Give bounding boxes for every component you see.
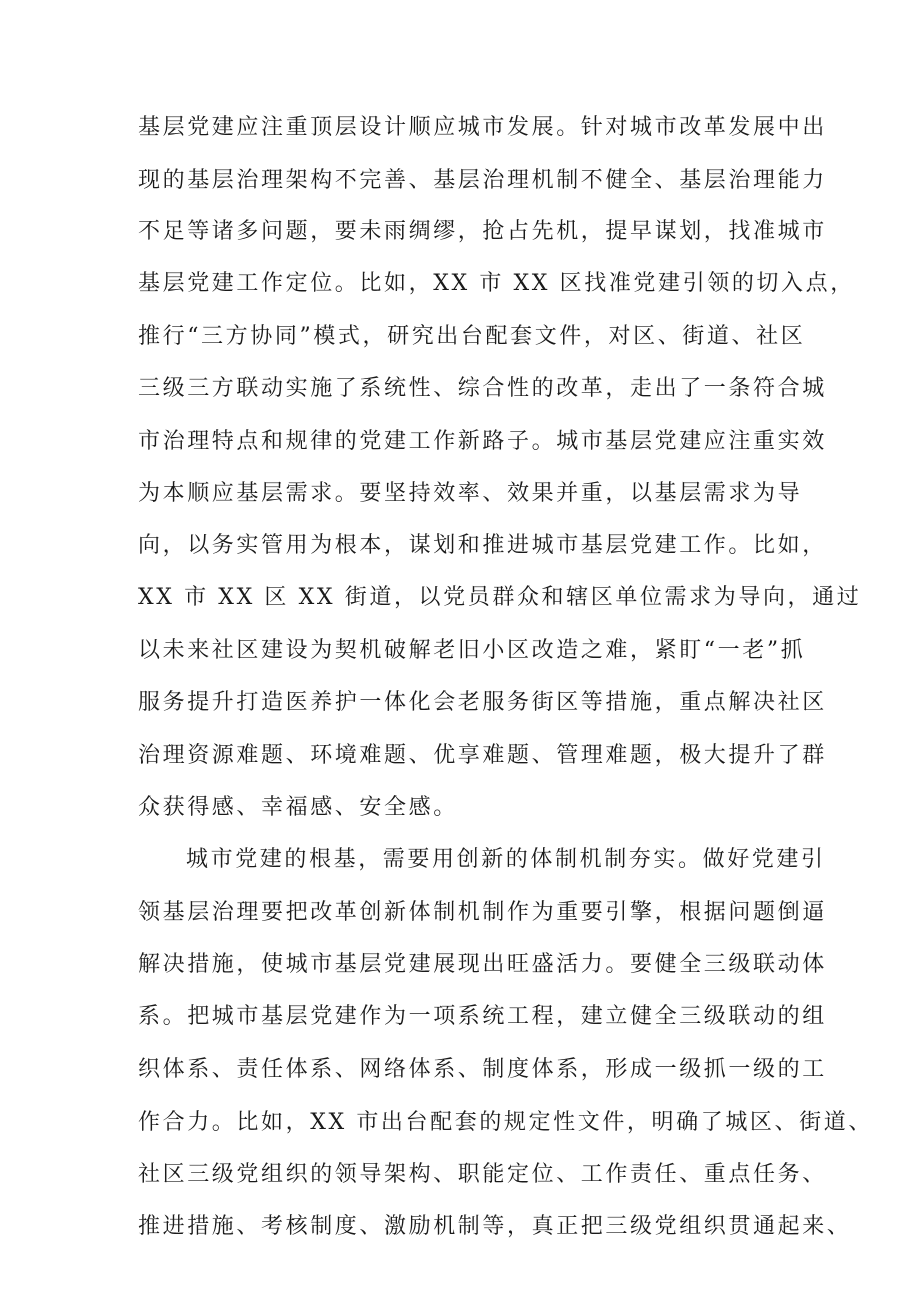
text-line: 解决措施，使城市基层党建展现出旺盛活力。要健全三级联动体 (138, 952, 827, 977)
text-line: 服务提升打造医养护一体化会老服务街区等措施，重点解决社区 (138, 690, 827, 715)
text-line: 系。把城市基层党建作为一项系统工程，建立健全三级联动的组 (138, 1004, 827, 1029)
text-line: 以未来社区建设为契机破解老旧小区改造之难，紧盯“一老”抓 (138, 638, 806, 663)
text-line: 领基层治理要把改革创新体制机制作为重要引擎，根据问题倒逼 (138, 900, 827, 925)
text-line: 众获得感、幸福感、安全感。 (138, 795, 458, 820)
text-line: 基层党建应注重顶层设计顺应城市发展。针对城市改革发展中出 (138, 115, 827, 140)
text-line: XX 市 XX 区 XX 街道，以党员群众和辖区单位需求为导向，通过 (138, 585, 862, 610)
text-line: 为本顺应基层需求。要坚持效率、效果并重，以基层需求为导 (138, 481, 803, 506)
text-line: 三级三方联动实施了系统性、综合性的改革，走出了一条符合城 (138, 376, 827, 401)
text-line: 社区三级党组织的领导架构、职能定位、工作责任、重点任务、 (138, 1162, 827, 1187)
text-line: 城市党建的根基，需要用创新的体制机制夯实。做好党建引 (186, 847, 826, 872)
text-line: 织体系、责任体系、网络体系、制度体系，形成一级抓一级的工 (138, 1057, 827, 1082)
text-line: 向，以务实管用为根本，谋划和推进城市基层党建工作。比如， (138, 533, 827, 558)
text-line: 推行“三方协同”模式，研究出台配套文件，对区、街道、社区 (138, 324, 806, 349)
text-line: 作合力。比如，XX 市出台配套的规定性文件，明确了城区、街道、 (138, 1110, 873, 1135)
text-line: 现的基层治理架构不完善、基层治理机制不健全、基层治理能力 (138, 168, 827, 193)
text-line: 推进措施、考核制度、激励机制等，真正把三级党组织贯通起来、 (138, 1214, 852, 1239)
text-line: 市治理特点和规律的党建工作新路子。城市基层党建应注重实效 (138, 429, 827, 454)
text-line: 不足等诸多问题，要未雨绸缪，抢占先机，提早谋划，找准城市 (138, 219, 827, 244)
text-line: 基层党建工作定位。比如，XX 市 XX 区找准党建引领的切入点， (138, 271, 855, 296)
text-line: 治理资源难题、环境难题、优享难题、管理难题，极大提升了群 (138, 743, 827, 768)
